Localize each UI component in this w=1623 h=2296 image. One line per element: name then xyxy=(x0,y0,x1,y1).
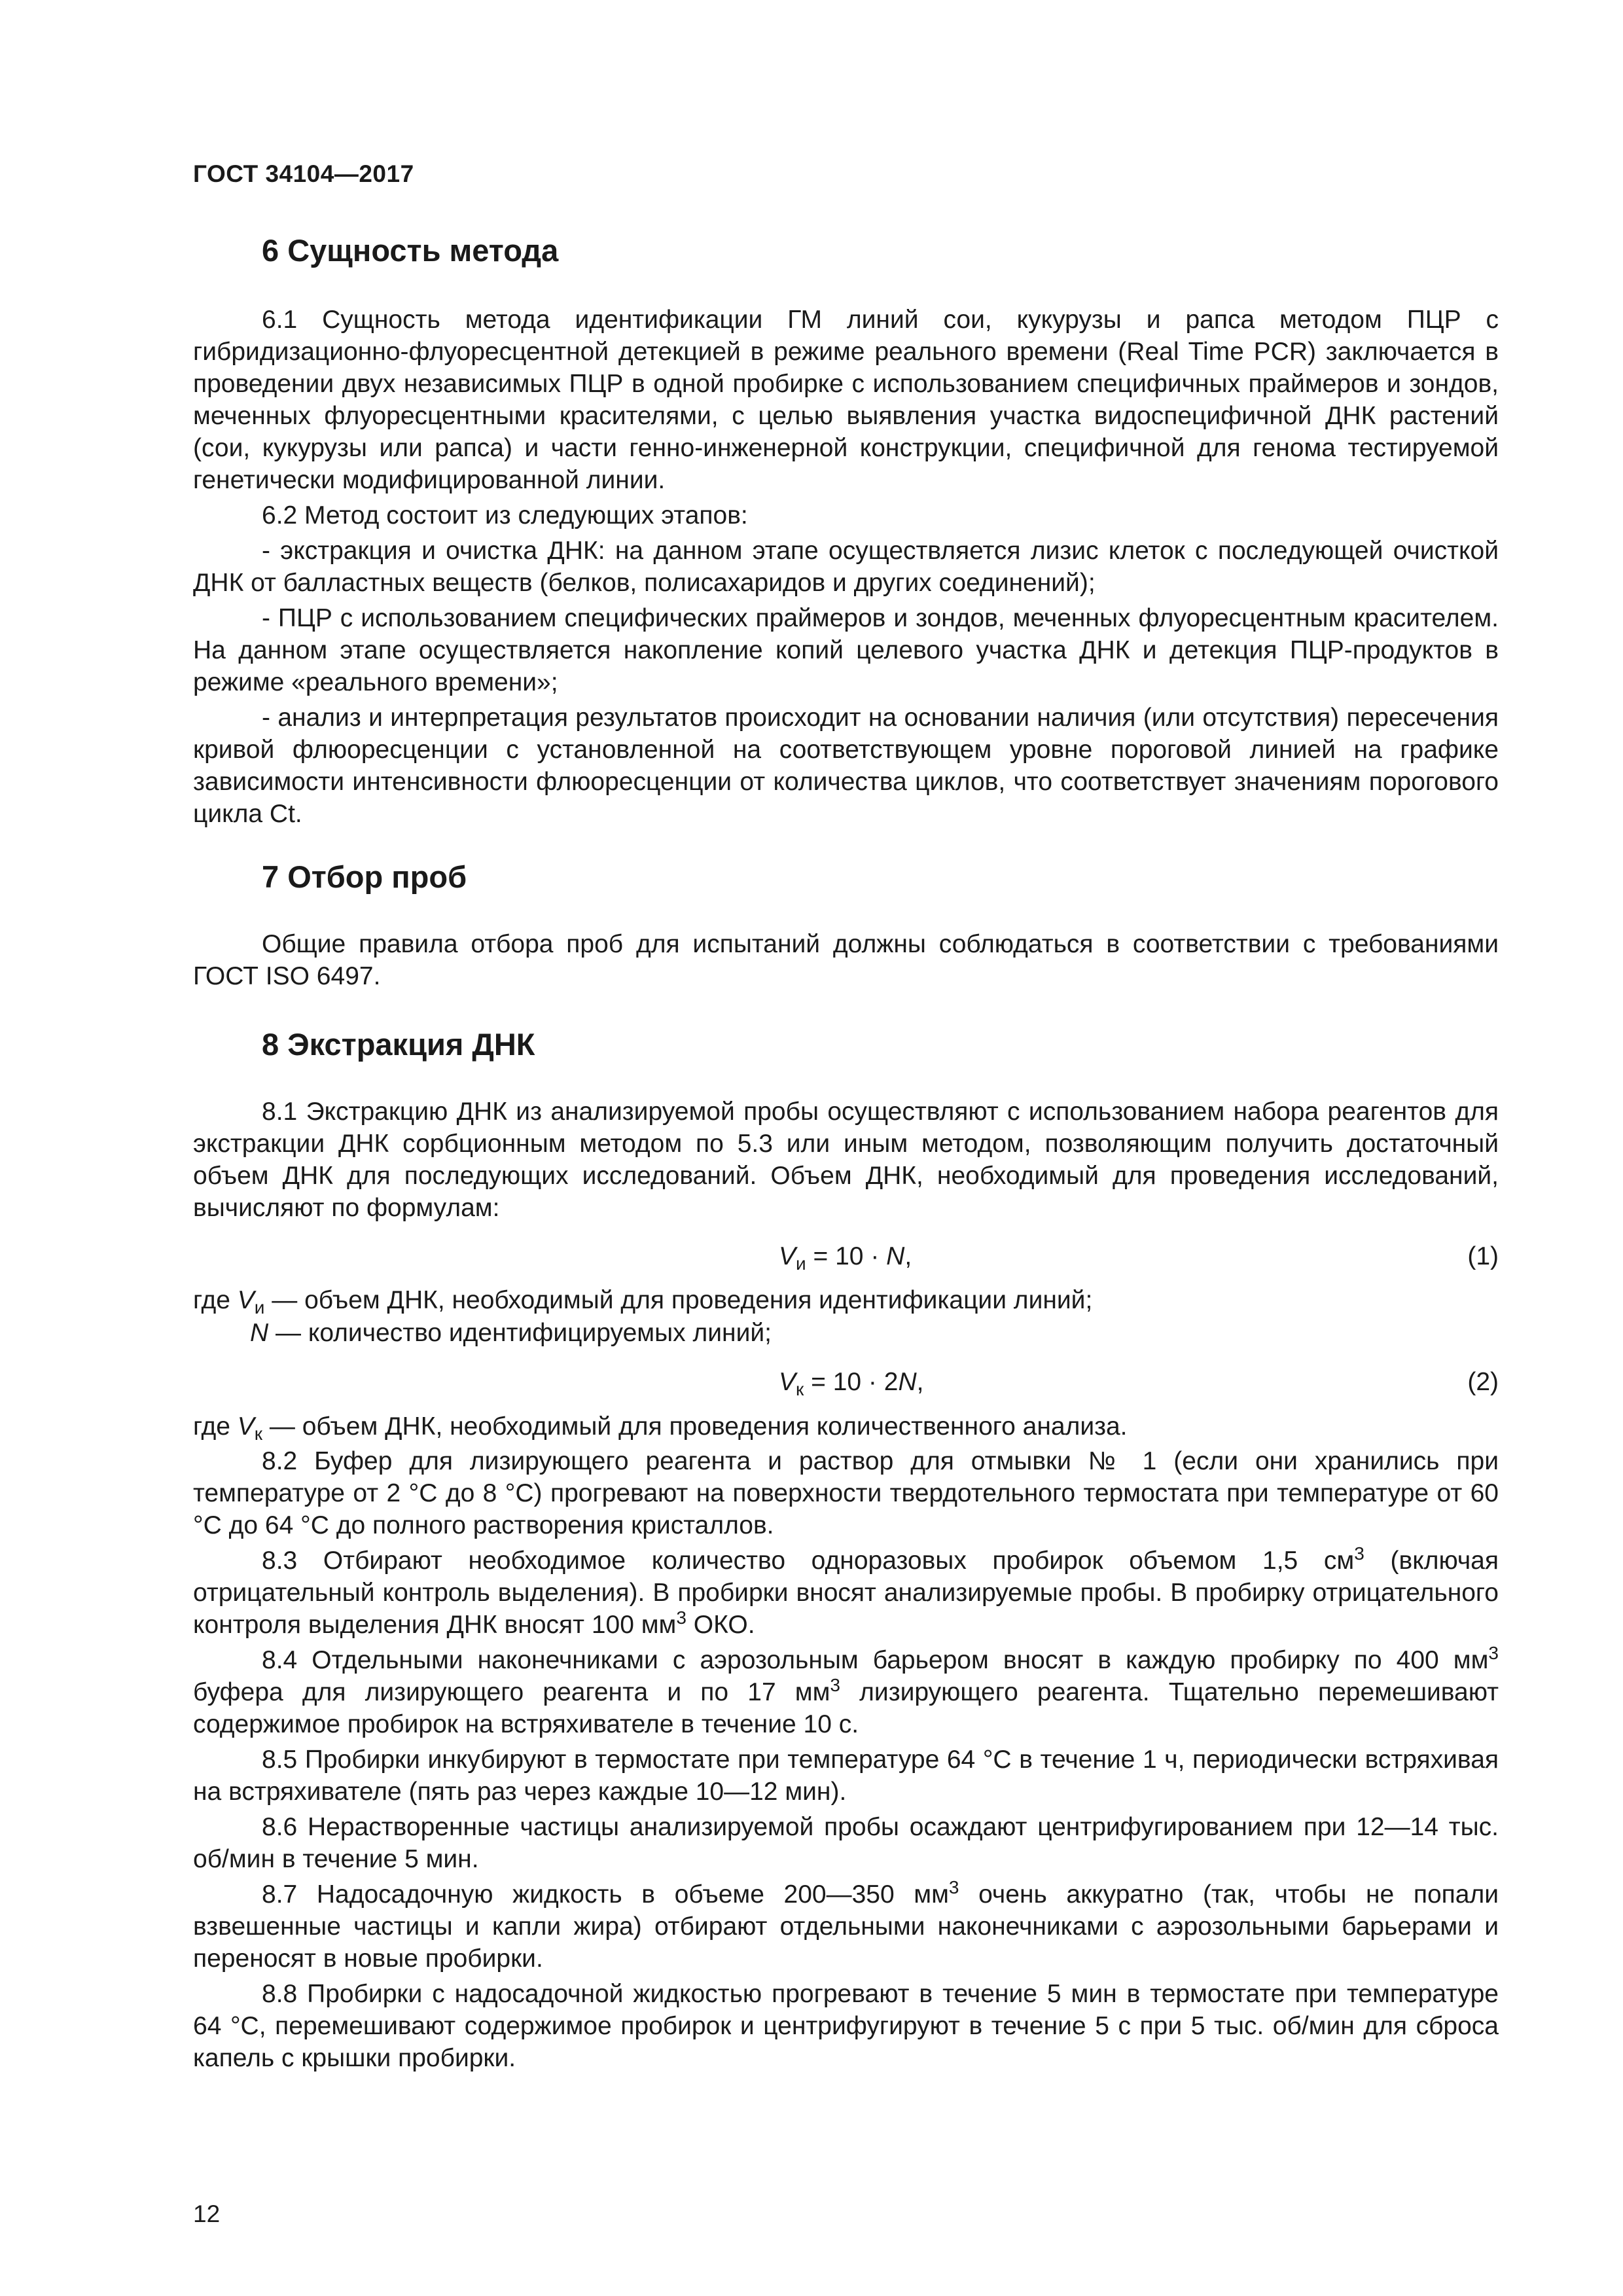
paragraph-7: Общие правила отбора проб для испытаний должны соблюдаться в соответствии с требованиями ГОСТ ISO 6497. xyxy=(193,930,1499,990)
document-header: ГОСТ 34104—2017 xyxy=(193,160,414,187)
formula-2-expression: $V_к = 10 \cdot 2N$, xyxy=(779,1368,924,1399)
section-7-title: 7 Отбор проб xyxy=(262,859,467,894)
paragraph-6-1: 6.1 Сущность метода идентификации ГМ линий сои, кукурузы и рапса методом ПЦР с гибридизационно-флуоресцентной детекцией в режиме реального времени (Real Time PCR) заключается в проведении двух независимых ПЦР в одной пробирке с использованием специфичных праймеров и зондов, меченных флуоресцентными красителями, с целью выявления участка видоспецифичной ДНК растений (сои, кукурузы или рапса) и части генно-инженерной конструкции, специфичной для генома тестируемой генетически модифицированной линии. xyxy=(193,306,1499,494)
paragraph-6-2-item-2: - ПЦР с использованием специфических праймеров и зондов, меченных флуоресцентным красителем. На данном этапе осуществляется накопление копий целевого участка ДНК и детекция ПЦР-продуктов в режиме «реального времени»; xyxy=(193,604,1499,696)
formula-2-legend-v: где $V_к$ — объем ДНК, необходимый для проведения количественного анализа. xyxy=(193,1412,1128,1444)
document-page xyxy=(193,0,1499,2296)
formula-1-legend-v: где $V_и$ — объем ДНК, необходимый для проведения идентификации линий; xyxy=(193,1286,1093,1318)
paragraph-8-8: 8.8 Пробирки с надосадочной жидкостью прогревают в течение 5 мин в термостате при температуре 64 °С, перемешивают содержимое пробирок и центрифугируют в течение 5 с при 5 тыс. об/мин для сброса капель с крышки пробирки. xyxy=(193,1980,1499,2072)
paragraph-8-2: 8.2 Буфер для лизирующего реагента и раствор для отмывки № 1 (если они хранились при температуре от 2 °С до 8 °С) прогревают на поверхности твердотельного термостата при температуре от 60 °С до 64 °С до полного растворения кристаллов. xyxy=(193,1447,1499,1539)
section-7-body xyxy=(193,928,1499,996)
paragraph-8-7: 8.7 Надосадочную жидкость в объеме 200—350 $мм^3$ очень аккуратно (так, чтобы не попали взвешенные частицы и капли жира) отбирают отдельными наконечниками с аэрозольными барьерами и переносят в новые пробирки. xyxy=(193,1877,1499,1973)
paragraph-8-4: 8.4 Отдельными наконечниками с аэрозольным барьером вносят в каждую пробирку по 400 $мм^3$ буфера для лизирующего реагента и по 17 $мм^3$ лизирующего реагента. Тщательно перемешивают содержимое пробирок на встряхивателе в течение 10 с. xyxy=(193,1643,1499,1738)
section-8-body xyxy=(193,1445,1499,2077)
formula-1-number: (1) xyxy=(1467,1242,1499,1270)
formula-2 xyxy=(193,1368,1499,1401)
formula-1-legend-n: N — количество идентифицируемых линий; xyxy=(250,1319,772,1347)
section-6-title: 6 Сущность метода xyxy=(262,233,559,268)
section-8-title: 8 Экстракция ДНК xyxy=(262,1027,535,1062)
paragraph-6-2-item-3: - анализ и интерпретация результатов происходит на основании наличия (или отсутствия) пересечения кривой флюоресценции с установленной на соответствующем уровне пороговой линией на графике зависимости интенсивности флюоресценции от количества циклов, что соответствует значениям порогового цикла Ct. xyxy=(193,704,1499,828)
paragraph-6-2: 6.2 Метод состоит из следующих этапов: xyxy=(262,501,748,529)
formula-1 xyxy=(193,1242,1499,1275)
paragraph-6-2-item-1: - экстракция и очистка ДНК: на данном этапе осуществляется лизис клеток с последующей очисткой ДНК от балластных веществ (белков, полисахаридов и других соединений); xyxy=(193,537,1499,597)
section-8-intro xyxy=(193,1096,1499,1227)
paragraph-8-5: 8.5 Пробирки инкубируют в термостате при температуре 64 °С в течение 1 ч, периодически встряхивая на встряхивателе (пять раз через каждые 10—12 мин). xyxy=(193,1746,1499,1806)
formula-1-expression: $V_и = 10 \cdot N$, xyxy=(779,1242,912,1274)
page-number: 12 xyxy=(193,2200,221,2227)
paragraph-8-3: 8.3 Отбирают необходимое количество одноразовых пробирок объемом 1,5 $см^3$ (включая отрицательный контроль выделения). В пробирки вносят анализируемые пробы. В пробирку отрицательного контроля выделения ДНК вносят 100 $мм^3$ ОКО. xyxy=(193,1543,1499,1639)
paragraph-8-1: 8.1 Экстракцию ДНК из анализируемой пробы осуществляют с использованием набора реагентов для экстракции ДНК сорбционным методом по 5.3 или иным методом, позволяющим получить достаточный объем ДНК для последующих исследований. Объем ДНК, необходимый для проведения исследований, вычисляют по формулам: xyxy=(193,1098,1499,1222)
formula-2-number: (2) xyxy=(1467,1368,1499,1396)
paragraph-8-6: 8.6 Нерастворенные частицы анализируемой пробы осаждают центрифугированием при 12—14 тыс. об/мин в течение 5 мин. xyxy=(193,1813,1499,1873)
section-6-body xyxy=(193,304,1499,833)
